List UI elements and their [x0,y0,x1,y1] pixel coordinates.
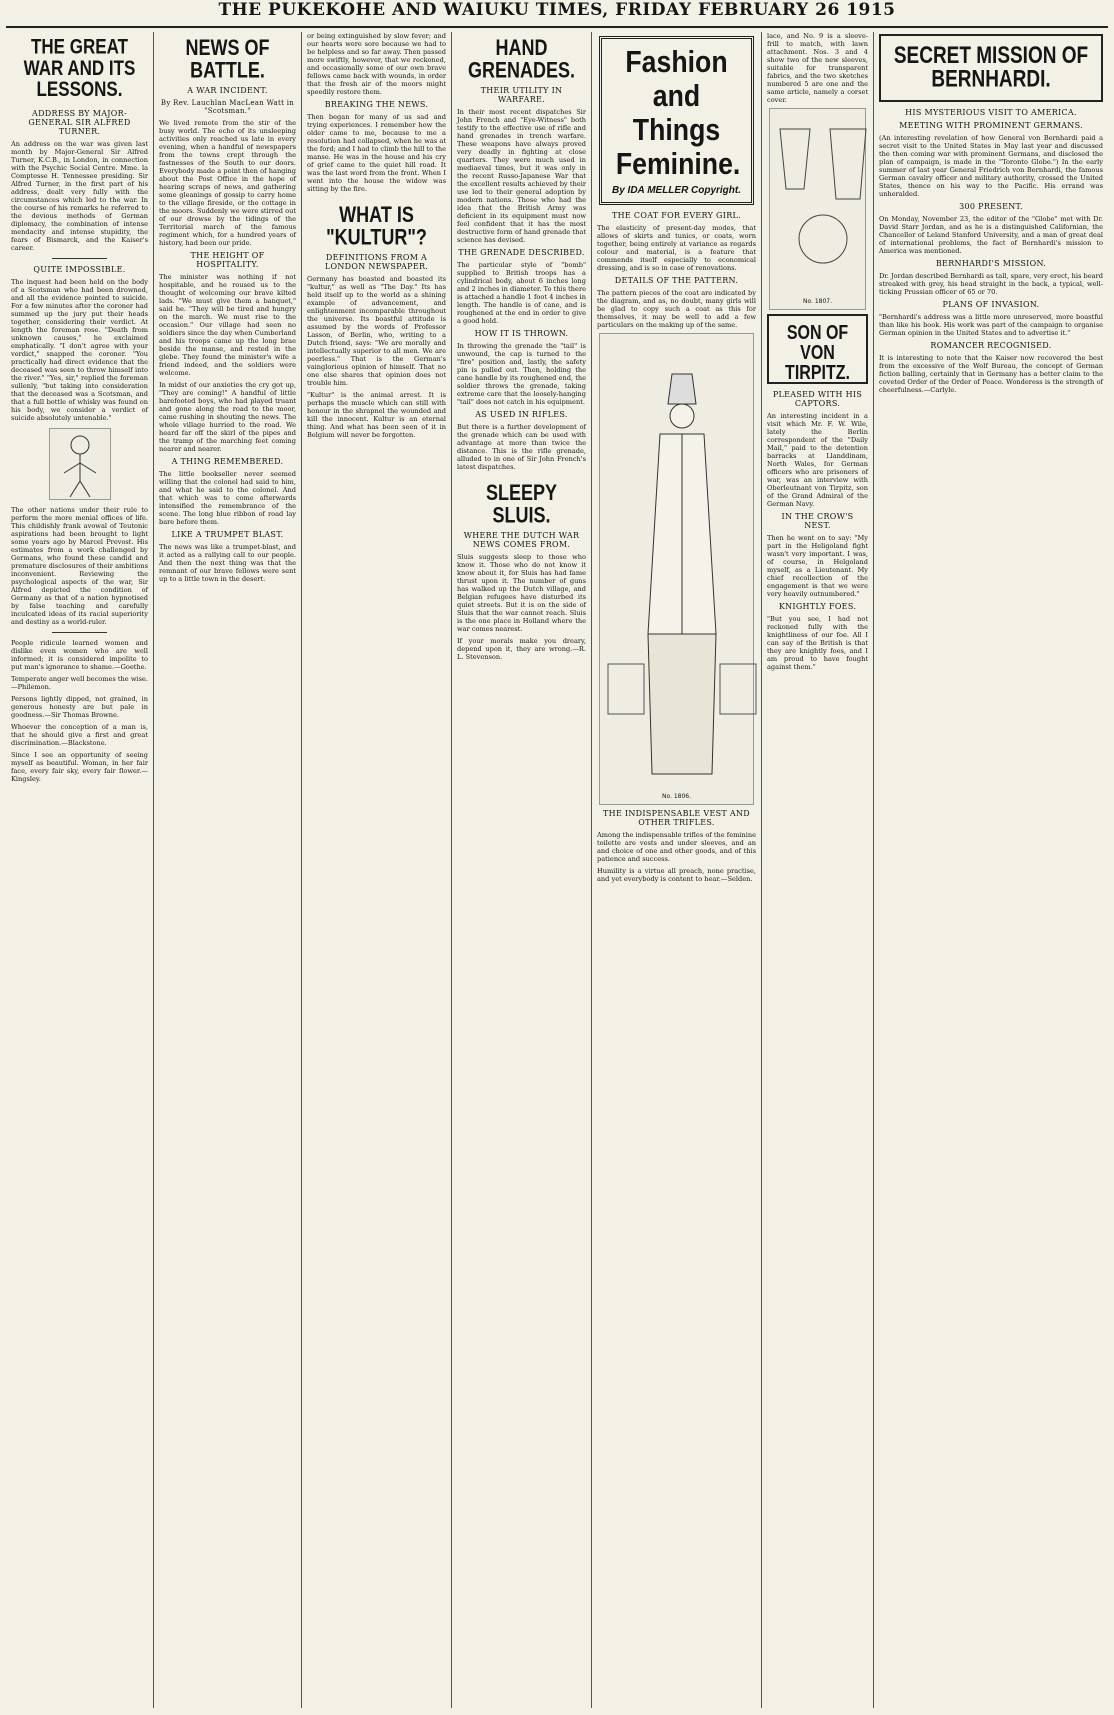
headline-hand-grenades: HAND GRENADES. [467,34,575,83]
article-text: The news was like a trumpet-blast, and it acted as a rallying call to our people. And then the next thing was that the remnant of our brave fellows were sent up to a little town in the desert. [159,543,296,583]
subhead-grenade-described: THE GRENADE DESCRIBED. [458,248,585,257]
subhead-hospitality: THE HEIGHT OF HOSPITALITY. [190,251,265,269]
article-text: (An interesting revelation of how General von Bernhardi paid a secret visit to the United States in May last year and discussed the then coming war with prominent Germans, and disclosed the plan of campaign, is made in the "Toronto Globe.") In the early summer of last year General Friedrich von Bernhardi, the famous German cavalry officer and military authority, crossed the United States, thence on his way to the Pacific. His errand was unheralded. [879,134,1103,198]
subhead-coat: THE COAT FOR EVERY GIRL. [612,211,741,220]
subhead-war-incident: A WAR INCIDENT. [187,86,268,95]
article-text: It is interesting to note that the Kaiser now recovered the best from the excessive of the Wolf Bureau, the concept of German fiction balling, certainly that in Germany has a better claim to the coveted Order of the Order of Peace. Wonderess is the strength of cheerfulness.—Carlyle. [879,354,1103,394]
subhead-remembered: A THING REMEMBERED. [171,457,284,466]
headline-news-of-battle: NEWS OF BATTLE. [185,34,270,83]
article-text: The inquest had been held on the body of a Scotsman who had been drowned, and all the evidence pointed to suicide. For a few minutes after the coroner had summed up the jury put their heads together, considering their verdict. At length the foreman rose. "Death from unknown causes," he exclaimed emphatically. "I don't agree with your verdict," snapped the coroner. "You practically had direct evidence that the deceased was seen to throw himself into the river." "Yes, sir," replied the foreman sullenly, "but taking into consideration that the deceased was a Scotsman, and that a full bottle of whisky was found on his body, we consider a verdict of suicide absolutely untenable." [11,278,148,422]
column-7 [874,32,1108,1708]
fashion-feature-box [599,36,754,205]
masthead-date: FEBRUARY 26 1915 [697,0,896,20]
subhead-pattern: DETAILS OF THE PATTERN. [614,276,739,285]
masthead-rule [6,26,1108,28]
article-text: "Bernhardi's address was a little more unreserved, more boastful than like his book. His work was part of the campaign to organise German opinion in the United States and to advertise it." [879,313,1103,337]
article-text: An address on the war was given last month by Major-General Sir Alfred Turner, K.C.B., in London, in connection with the Psychic Social Centre. Mme. la Comptesse H. Tennessee presiding. Sir Alfred Turner, in the first part of his address, dealt very fully with the circumstances which led to the war. In the course of his remarks he referred to the devious methods of German diplomacy, the combination of intense mendacity and intense stupidity, the fears of Bismarck, and the Kaiser's career. [11,140,148,252]
subhead-mission: BERNHARDI'S MISSION. [935,259,1047,268]
figure-label: No. 1807. [802,298,833,305]
fashion-byline: By IDA MELLER [612,185,689,196]
article-text: Then began for many of us sad and trying experiences. I remember how the older came to me, because to me a resolution had collapsed, when he was at the ford; and I had to climb the hill to the manse. He was in the house and his cry of grief came to the quiet hill road. It was the last word from the front. When I went into the house the widow was sitting by the fire. [307,113,446,193]
article-text: "But you see, I had not reckoned fully with the knightliness of our foe. All I can say of the British is that they are knightly foes, and I am proud to have fought against them." [767,615,868,671]
subhead-how-thrown: HOW IT IS THROWN. [474,329,569,338]
article-text: Among the indispensable trifles of the feminine toilette are vests and under sleeves, and an and choice of one and other goods, and of this patience and success. [597,831,756,863]
subhead-crows-nest: IN THE CROW'S NEST. [781,512,854,530]
masthead [0,0,1114,26]
fashion-illustration-coat [599,333,754,805]
quote: Since I see an opportunity of seeing myself as beautiful. Woman, in her fair face, every fair sky, every fair flower.—Kingsley. [11,751,148,783]
subhead-300-present: 300 PRESENT. [959,202,1023,211]
quote: Humility is a virtue all preach, none practise, and yet everybody is content to hear.—Selden. [597,867,756,883]
fashion-illustration-sleeves [769,108,866,310]
woman-in-coat-drawing [600,334,762,804]
headline-kultur: WHAT IS "KULTUR"? [326,201,427,250]
article-text: In throwing the grenade the "tail" is unwound, the cap is turned to the "fire" position and, lastly, the safety pin is pulled out. Then, holding the cane handle by its roughened end, the soldier throws the grenade, taking extreme care that the loosely-hanging "tail" does not catch in his equipment. [457,342,586,406]
von-tirpitz-headline-box [767,314,868,384]
column-1 [6,32,154,1708]
figure-label: No. 1806. [661,793,692,800]
headline-bernhardi: SECRET MISSION OF BERNHARDI. [893,42,1089,93]
article-text: "Kultur" is the animal arrest. It is perhaps the muscle which can still with honour in the shrapnel the wounded and kill the innocent. Kultur is an eternal thing. And what has been seen of it in Belgium will never be forgotten. [307,391,446,439]
cartoon-illustration [49,428,111,500]
subhead-breaking-news: BREAKING THE NEWS. [324,100,429,109]
article-text: lace, and No. 9 is a sleeve-frill to match, with lawn attachment. Nos. 3 and 4 show two of the new sleeves, suitable for transparent fabrics, and the two sketches numbered 5 are one and the same article, namely a corset cover. [767,32,868,104]
quote: Persons lightly dipped, not grained, in generous honesty are but pale in goodness.—Sir Thomas Browne. [11,695,148,719]
byline: By Rev. Lauchlan MacLean Watt in "Scotsman." [160,99,295,115]
column-2 [154,32,302,1708]
subhead-utility: THEIR UTILITY IN WARFARE. [480,86,563,104]
article-text: or being extinguished by slow fever; and our hearts were sore because we had to be helpless and so far away. Then passed more swiftly, however, that we reckoned, and occasionally some of our own brave fellows came back with wounds, in order that the fresh air of the moors might speedily restore them. [307,32,446,96]
quote: If your morals make you dreary, depend upon it, they are wrong.—R. L. Stevenson. [457,637,586,661]
headline-von-tirpitz: SON OF VON TIRPITZ. [785,322,850,384]
masthead-day: FRIDAY [615,0,692,20]
subhead-pleased: PLEASED WITH HIS CAPTORS. [772,390,863,408]
headline-great-war: THE GREAT WAR AND ITS LESSONS. [23,34,136,101]
fashion-title: Fashion and Things Feminine. [615,44,741,181]
article-text: In their most recent dispatches Sir John French and "Eye-Witness" both testify to the effective use of rifle and hand grenades in trench warfare. These weapons have always proved very deadly in fighting at close quarters. They were much used in mediaeval times, but it was only in the recent Russo-Japanese War that the excellent results achieved by their use led to their general adoption by modern nations. Those who had the idea that the British Army was deficient in its equipment must now feel confident that it has the most destructive form of hand grenade that science has devised. [457,108,586,244]
article-text: The elasticity of present-day modes, that allows of skirts and tunics, or coats, worn together, being entirely at variance as regards colour and material, is a feature that commends itself especially to economical dressing, and is so in case of renovations. [597,224,756,272]
subhead-definitions: DEFINITIONS FROM A LONDON NEWSPAPER. [324,253,429,271]
column-4 [452,32,592,1708]
article-text: We lived remote from the stir of the busy world. The echo of its unsleeping activities only reached us late in every evening, when a handful of newspapers from the towns crept through the fastnesses of the South to our doors. Everybody made a point then of hanging about the Post Office in the hope of hearing scraps of news, and gathering some gleanings of gossip to carry home to the village fireside, or the cottage in the moors. Suddenly we were stirred out of our drowse by the tidings of the Territorial march of the famous regiment which, for a hundred years of history, had been our pride. [159,119,296,247]
article-text: The other nations under their rule to perform the more menial offices of life. This childishly frank avowal of Teutonic aspirations had been brought to light some years ago by Marcel Prevost. His estimates from a work challenged by Germans, who found these candid and premature disclosures of their ambitions inconvenient. Reviewing the psychological aspects of the war, Sir Alfred depicted the condition of Germany as that of a nation hypnotised by false teaching and carefully inculcated ideas of its racial superiority and destiny as a world-ruler. [11,506,148,626]
bernhardi-headline-box [879,34,1103,102]
quote: Temperate anger well becomes the wise.—Philemon. [11,675,148,691]
figure-drawing [50,429,110,499]
column-6 [762,32,874,1708]
article-text: An interesting incident in a visit which Mr. F. W. Wile, lately the Berlin correspondent of the "Daily Mail," paid to the detention barracks at Llanddinam, North Wales, for German officers who are prisoners of war, was an interview with Oberleutnant von Tirpitz, son of the Grand Admiral of the German Navy. [767,412,868,508]
separator [52,258,107,259]
column-3 [302,32,452,1708]
separator [52,632,107,633]
article-text: Sluis suggests sleep to those who know it. Those who do not know it know about it, for Sluis has had fame thrust upon it. The number of guns has walked up the Dutch village, and Belgian refugees have disturbed its quiet streets. But it is on the side of Sluis that the war cannot reach. Sluis is the one place in Holland where the war comes nearest. [457,553,586,633]
article-text: But there is a further development of the grenade which can be used with advantage at more than twice the distance. This is the rifle grenade, alluded to in one of Sir John French's latest dispatches. [457,423,586,471]
quote: Whoever the conception of a man is, that he should give a first and great discrimination.—Blackstone. [11,723,148,747]
subhead-impossible: QUITE IMPOSSIBLE. [33,265,126,274]
article-text: Germany has boasted and boasted its "kultur," as well as "The Day." Its has held itself up to the world as a shining example of advancement, and enlightenment incomparable throughout the universe. Its boastful attitude is assumed by the words of Professor Lasson, of Berlin, who, writing to a Dutch friend, says: "We are morally and intellectually superior to all men. We are peerless." That is the German's vainglorious opinion of himself. That no one else shares that opinion does not trouble him. [307,275,446,387]
column-5 [592,32,762,1708]
subhead-turner: ADDRESS BY MAJOR-GENERAL SIR ALFRED TURNER. [28,109,131,136]
article-text: On Monday, November 23, the editor of the "Globe" met with Dr. David Starr Jordan, and as he is a distinguished Californian, the Chancellor of Leland Stanford University, and a man of great deal of international problems, the fact of Bernhardi's mission to America was mentioned. [879,215,1103,255]
article-text: The little bookseller never seemed willing that the colonel had said to him, and what he said to the colonel. And that which was to come afterwards intensified the remembrance of the scene. The long blue ribbon of road lay bare before them. [159,470,296,526]
article-text: The particular style of "bomb" supplied to British troops has a cylindrical body, about 6 inches long and 2 inches in diameter. To this there is attached a handle 1 foot 4 inches in length. The handle is of cane, and is roughened at the end in order to give a good hold. [457,261,586,325]
headline-sleepy-sluis: SLEEPY SLUIS. [485,479,558,528]
subhead-vest: THE INDISPENSABLE VEST AND OTHER TRIFLES. [603,809,750,827]
subhead-trumpet: LIKE A TRUMPET BLAST. [171,530,284,539]
copyright-label: Copyright. [691,185,741,196]
article-text: Then he went on to say: "My part in the Heligoland fight wasn't very important. I was, of course, in Helgoland myself, as a Lieutenant. My chief recollection of the engagement is that we were very heavily outnumbered." [767,534,868,598]
subhead-meeting: MEETING WITH PROMINENT GERMANS. [899,121,1083,130]
subhead-mysterious: HIS MYSTERIOUS VISIT TO AMERICA. [905,108,1077,117]
subhead-knightly: KNIGHTLY FOES. [778,602,857,611]
article-text: The pattern pieces of the coat are indicated by the diagram, and as, no doubt, many girls will be glad to copy such a coat as this for themselves, it may be well to add a few particulars on the making up of the same. [597,289,756,329]
article-text: Dr. Jordan described Bernhardi as tall, spare, very erect, his beard streaked with grey, his head straight in the back, a typical, well-ticking Prussian officer of 65 or 70. [879,272,1103,296]
sleeves-drawing [770,109,874,309]
masthead-title: THE PUKEKOHE AND WAIUKU TIMES, [218,0,609,20]
article-text: In midst of our anxieties the cry got up, "They are coming!" A handful of little barefooted boys, who had played truant and gone along the road to the moor, came rushing in shouting the news. The whole village hurried to the road. We heard far off the skirl of the pipes and the tramp of the marching feet coming nearer and nearer. [159,381,296,453]
subhead-invasion: PLANS OF INVASION. [942,300,1040,309]
article-text: The minister was nothing if not hospitable, and he roused us to the thought of welcoming our brave kilted lads. "We must give them a banquet," said he. "They will be tired and hungry on the march. We must rise to the occasion." Our village had seen no soldiers since the day when Cumberland and his troops came up the long brae beside the manse, and rested in the glebe. They found the minister's wife a friend indeed, and the soldiers were welcome. [159,273,296,377]
subhead-romancer: ROMANCER RECOGNISED. [930,341,1052,350]
subhead-rifles: AS USED IN RIFLES. [475,410,568,419]
subhead-dutch-news: WHERE THE DUTCH WAR NEWS COMES FROM. [463,531,580,549]
quote: People ridicule learned women and dislike even women who are well informed; it is considered impolite to put man's ignorance to shame.—Goethe. [11,639,148,671]
